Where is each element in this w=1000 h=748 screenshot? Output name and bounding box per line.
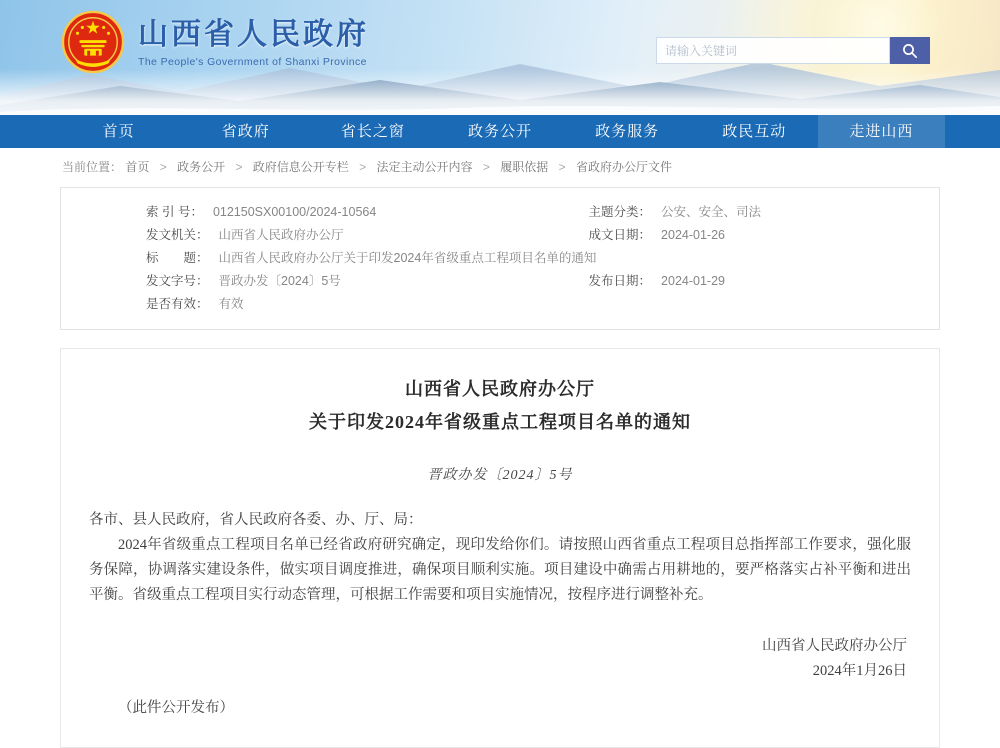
meta-label-written-date: 成文日期： (588, 228, 652, 242)
search-input[interactable] (656, 37, 890, 64)
meta-value-issuer: 山西省人民政府办公厅 (218, 228, 344, 242)
search-button[interactable] (890, 37, 930, 64)
meta-value-publish-date: 2024-01-29 (661, 274, 725, 288)
document-title-line1: 山西省人民政府办公厅 (405, 379, 595, 399)
document-signature-block (89, 634, 911, 684)
meta-value-doc-number: 晋政办发〔2024〕5号 (218, 274, 341, 288)
main-nav (0, 115, 1000, 148)
brand-text (138, 17, 369, 68)
main-nav-inner (55, 115, 945, 148)
breadcrumb-item-office-documents[interactable]: 省政府办公厅文件 (575, 160, 672, 174)
meta-row-validity (146, 293, 909, 316)
breadcrumb-item-info-column[interactable]: 政府信息公开专栏 (252, 160, 349, 174)
meta-value-written-date: 2024-01-26 (661, 228, 725, 242)
meta-row-doc-number (146, 270, 909, 293)
document-number: 晋政办发〔2024〕5号 (427, 468, 573, 483)
document-content-box (60, 348, 940, 748)
site-subtitle: The People's Government of Shanxi Province (138, 55, 367, 68)
site-title: 山西省人民政府 (138, 17, 369, 51)
meta-label-issuer: 发文机关： (146, 228, 209, 242)
site-logo-link[interactable] (62, 11, 369, 73)
breadcrumb-separator: > (558, 160, 566, 174)
document-title-line2: 关于印发2024年省级重点工程项目名单的通知 (309, 412, 691, 432)
nav-item-provincial-government[interactable]: 省政府 (221, 123, 270, 140)
document-signer: 山西省人民政府办公厅 (762, 638, 907, 654)
nav-item-public-interaction[interactable]: 政民互动 (722, 123, 787, 140)
meta-value-index: 012150SX00100/2024-10564 (212, 205, 377, 219)
nav-item-governor-window[interactable]: 省长之窗 (340, 123, 405, 140)
meta-label-index: 索 引 号： (146, 205, 203, 219)
search-icon (902, 43, 918, 59)
breadcrumb-item-statutory-content[interactable]: 法定主动公开内容 (376, 160, 473, 174)
nav-item-home[interactable]: 首页 (102, 123, 135, 140)
breadcrumb-separator: > (359, 160, 367, 174)
meta-label-title: 标 题： (146, 251, 209, 265)
meta-row-index (146, 201, 909, 224)
breadcrumb-item-duty-basis[interactable]: 履职依据 (500, 160, 549, 174)
meta-label-validity: 是否有效： (146, 297, 209, 311)
nav-item-gov-services[interactable]: 政务服务 (595, 123, 660, 140)
breadcrumb-label: 当前位置： (62, 160, 123, 174)
breadcrumb-separator: > (235, 160, 243, 174)
nav-item-gov-affairs-disclosure[interactable]: 政务公开 (467, 123, 532, 140)
banner-fog-overlay (0, 69, 1000, 115)
meta-row-issuer (146, 224, 909, 247)
meta-label-publish-date: 发布日期： (588, 274, 652, 288)
nav-item-discover-shanxi[interactable]: 走进山西 (818, 115, 945, 148)
meta-value-title: 山西省人民政府办公厅关于印发2024年省级重点工程项目名单的通知 (218, 251, 597, 265)
breadcrumb-separator: > (482, 160, 490, 174)
document-sign-date: 2024年1月26日 (812, 663, 907, 679)
document-paragraph: 2024年省级重点工程项目名单已经省政府研究确定，现印发给你们。请按照山西省重点工程项目总指挥部工作要求，强化服务保障，协调落实建设条件，做实项目调度推进，确保项目顺利实施。项目建设中确需占用耕地的，要严格落实占补平衡和进出平衡。省级重点工程项目实行动态管理，可根据工作需要和项目实施情况，按程序进行调整补充。 (89, 537, 911, 603)
meta-label-topic: 主题分类： (588, 205, 652, 219)
site-banner (0, 0, 1000, 115)
document-body (89, 508, 911, 608)
document-salutation: 各市、县人民政府，省人民政府各委、办、厅、局： (89, 512, 423, 528)
meta-label-doc-number: 发文字号： (146, 274, 209, 288)
document-meta-box (60, 187, 940, 330)
meta-value-validity: 有效 (218, 297, 244, 311)
meta-row-title (146, 247, 909, 270)
national-emblem-icon (62, 11, 124, 73)
search-bar (656, 37, 930, 64)
breadcrumb-item-gov-disclosure[interactable]: 政务公开 (177, 160, 226, 174)
meta-value-topic: 公安、安全、司法 (661, 205, 762, 219)
breadcrumb-separator: > (159, 160, 167, 174)
breadcrumb (0, 148, 1000, 183)
breadcrumb-item-home[interactable]: 首页 (125, 160, 150, 174)
document-footnote: （此件公开发布） (118, 700, 234, 716)
